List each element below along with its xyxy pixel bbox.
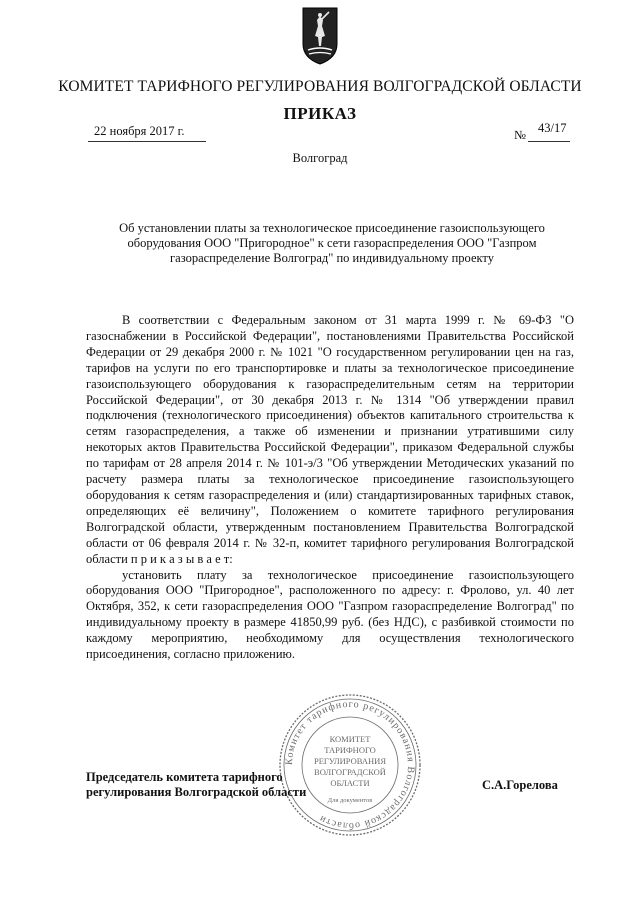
- order-number: 43/17: [538, 121, 567, 135]
- committee-name: КОМИТЕТ ТАРИФНОГО РЕГУЛИРОВАНИЯ ВОЛГОГРАДСКОЙ ОБЛАСТИ: [58, 78, 582, 95]
- body-paragraph-1: В соответствии с Федеральным законом от 31 марта 1999 г. № 69-ФЗ "О газоснабжении в Российской Федерации", постановлениями Правительства Российской Федерации от 29 декабря 2000 г. № 1021 "О государственном регулировании цен на газ, тарифов на услуги по его транспортировке и платы за технологическое присоединение газоиспользующего оборудования к газораспределительным сетям на территории Российской Федерации", от 30 декабря 2013 г. № 1314 "Об утверждении правил подключения (технологического присоединения) объектов капитального строительства к сетям газораспределения, а также об изменении и признании утратившими силу некоторых актов Правительства Российской Федерации", приказом Федеральной службы по тарифам от 28 апреля 2014 г. № 101-э/3 "Об утверждении Методических указаний по расчету размера платы за технологическое присоединение газоиспользующего оборудования к сетям газораспределения и (или) стандартизированных тарифных ставок, определяющих её величину", Положением о комитете тарифного регулирования Волгоградской области, утвержденным постановлением Правительства Волгоградской области от 06 февраля 2014 г. № 32-п, комитет тарифного регулирования Волгоградской области п р и к а з ы в а е т:: [86, 313, 574, 566]
- seal-line-3: РЕГУЛИРОВАНИЯ: [314, 756, 386, 766]
- seal-line-2: ТАРИФНОГО: [324, 745, 376, 755]
- seal-ring-text: Комитет тарифного регулирования Волгоградской области: [283, 698, 417, 832]
- seal-line-4: ВОЛГОГРАДСКОЙ: [314, 767, 386, 777]
- document-title: ПРИКАЗ: [283, 104, 357, 123]
- order-subject: Об установлении платы за технологическое присоединение газоиспользующего оборудования ООО "Пригородное" к сети газораспределения ООО "Газпром газораспределение Волгоград" по индивидуальному проекту: [119, 221, 545, 265]
- official-seal: [275, 690, 425, 840]
- signatory-name: С.А.Горелова: [482, 778, 558, 792]
- seal-line-5: ОБЛАСТИ: [330, 778, 370, 788]
- date-underline: [88, 141, 206, 142]
- signatory-title-line-1: Председатель комитета тарифного: [86, 770, 283, 784]
- order-body: [86, 313, 574, 663]
- order-date: 22 ноября 2017 г.: [94, 124, 185, 138]
- number-sign: №: [514, 128, 526, 142]
- seal-line-1: КОМИТЕТ: [329, 734, 371, 744]
- signatory-title-line-2: регулирования Волгоградской области: [86, 785, 307, 799]
- number-underline: [528, 141, 570, 142]
- city-name: Волгоград: [292, 151, 348, 165]
- coat-of-arms-emblem: [300, 6, 340, 66]
- signatory-title: [86, 770, 306, 800]
- body-paragraph-2: установить плату за технологическое присоединение газоиспользующего оборудования ООО "Пригородное", расположенного по адресу: г. Фролово, ул. 40 лет Октября, 352, к сети газораспределения ООО "Газпром газораспределение Волгоград" по индивидуальному проекту в размере 41850,99 руб. (без НДС), с разбивкой стоимости по каждому мероприятию, необходимому для осуществления технологического присоединения, согласно приложению.: [86, 567, 574, 662]
- seal-bottom-text: Для документов: [327, 797, 373, 804]
